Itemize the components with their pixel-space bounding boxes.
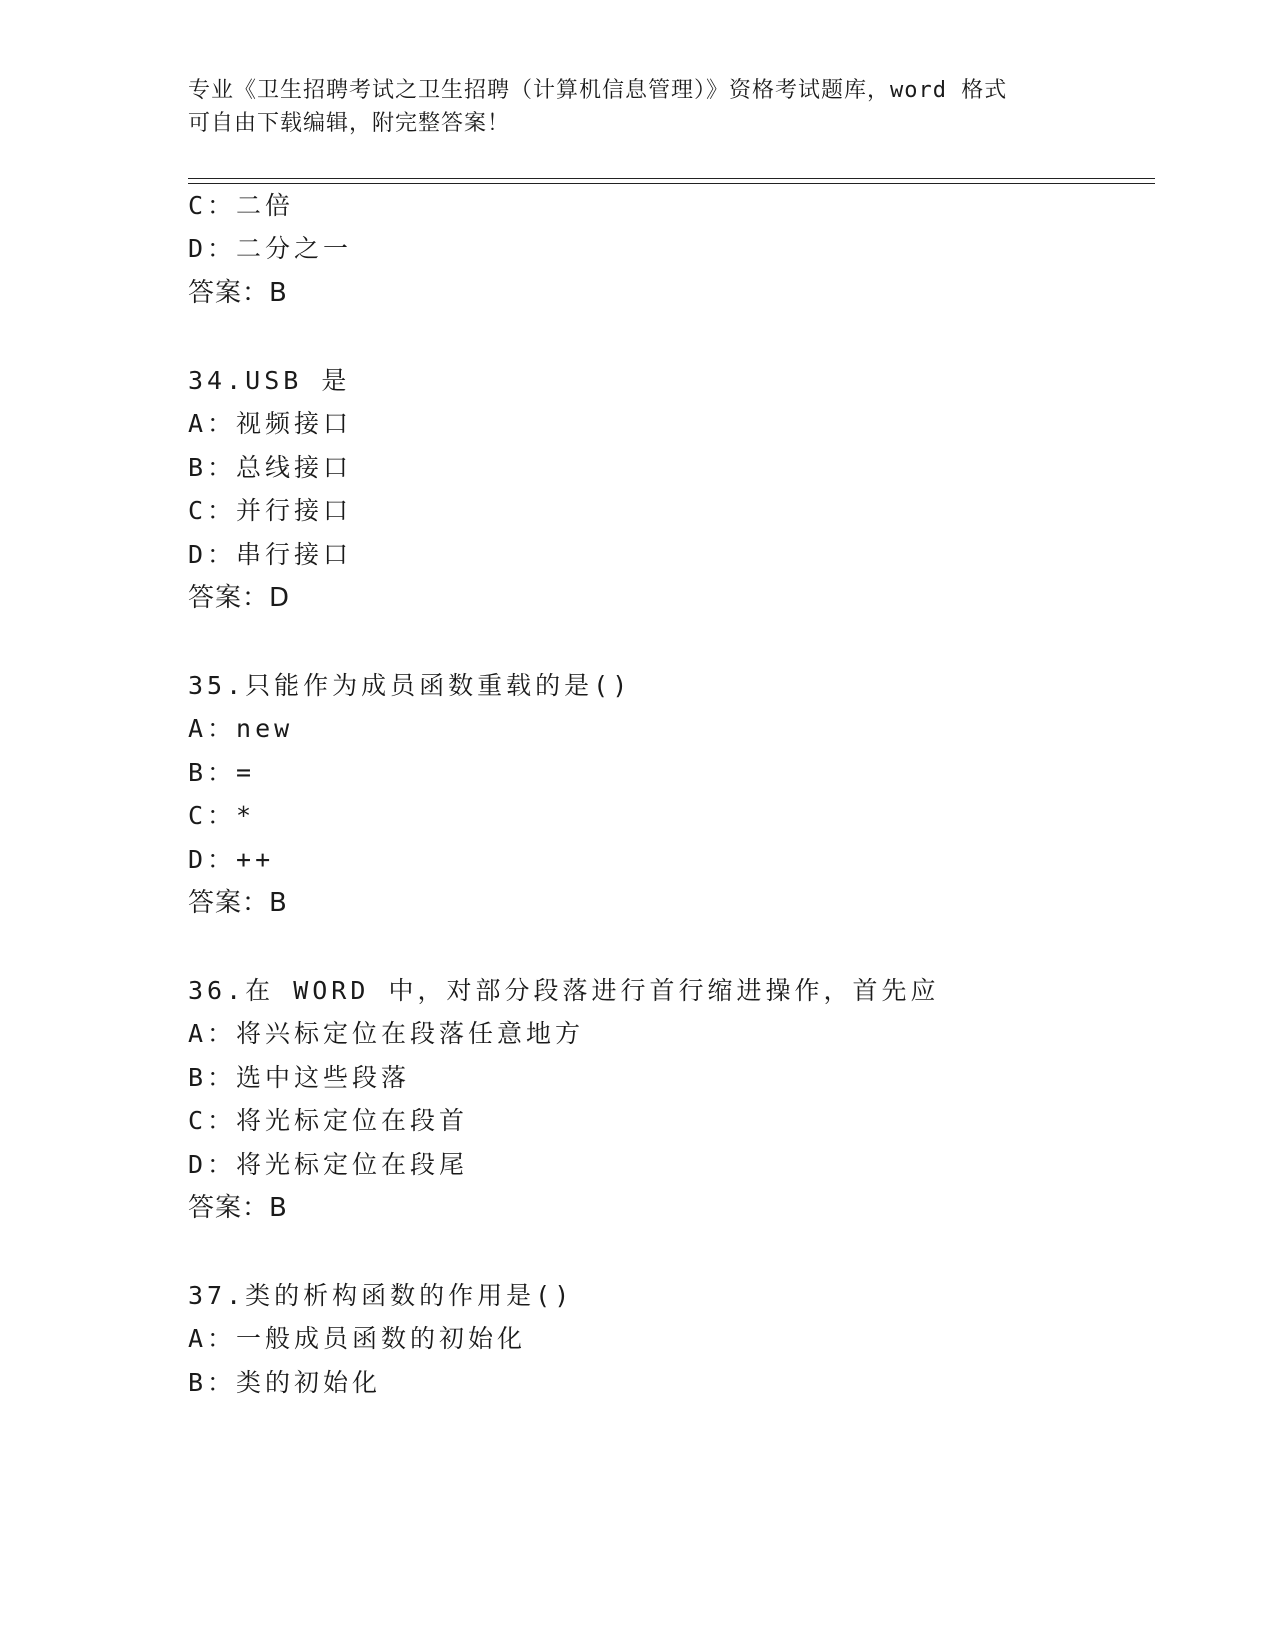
question-35-option-b: B：= (188, 758, 256, 787)
question-35-option-d: D：++ (188, 845, 275, 874)
prev-answer: 答案：B (188, 278, 288, 308)
header-line-1: 专业《卫生招聘考试之卫生招聘（计算机信息管理）》资格考试题库，word 格式 (188, 78, 1008, 103)
question-36-option-b: B：选中这些段落 (188, 1063, 411, 1092)
question-34-stem: 34.USB 是 (188, 366, 351, 395)
header-line-2: 可自由下载编辑，附完整答案！ (188, 111, 511, 136)
question-34-option-d: D：串行接口 (188, 540, 353, 569)
question-34-option-c: C：并行接口 (188, 496, 353, 525)
question-37-stem: 37.类的析构函数的作用是() (188, 1281, 574, 1310)
question-35-option-a: A：new (188, 714, 294, 743)
question-37-option-b: B：类的初始化 (188, 1368, 382, 1397)
question-37-option-a: A：一般成员函数的初始化 (188, 1324, 527, 1353)
prev-option-d: D：二分之一 (188, 234, 353, 263)
question-35-option-c: C：* (188, 801, 256, 830)
question-36-answer: 答案：B (188, 1193, 288, 1223)
question-35-stem: 35.只能作为成员函数重载的是() (188, 671, 632, 700)
question-34-option-a: A：视频接口 (188, 409, 353, 438)
question-34-answer: 答案：D (188, 583, 291, 613)
prev-option-c: C：二倍 (188, 191, 295, 220)
question-36-option-d: D：将光标定位在段尾 (188, 1150, 469, 1179)
question-36-stem: 36.在 WORD 中，对部分段落进行首行缩进操作，首先应 (188, 976, 940, 1005)
question-34-option-b: B：总线接口 (188, 453, 353, 482)
header-divider-top (188, 178, 1155, 179)
header-divider-bottom (188, 183, 1155, 184)
question-36-option-c: C：将光标定位在段首 (188, 1106, 469, 1135)
question-35-answer: 答案：B (188, 888, 288, 918)
document-header (188, 74, 1088, 140)
question-36-option-a: A：将兴标定位在段落任意地方 (188, 1019, 585, 1048)
